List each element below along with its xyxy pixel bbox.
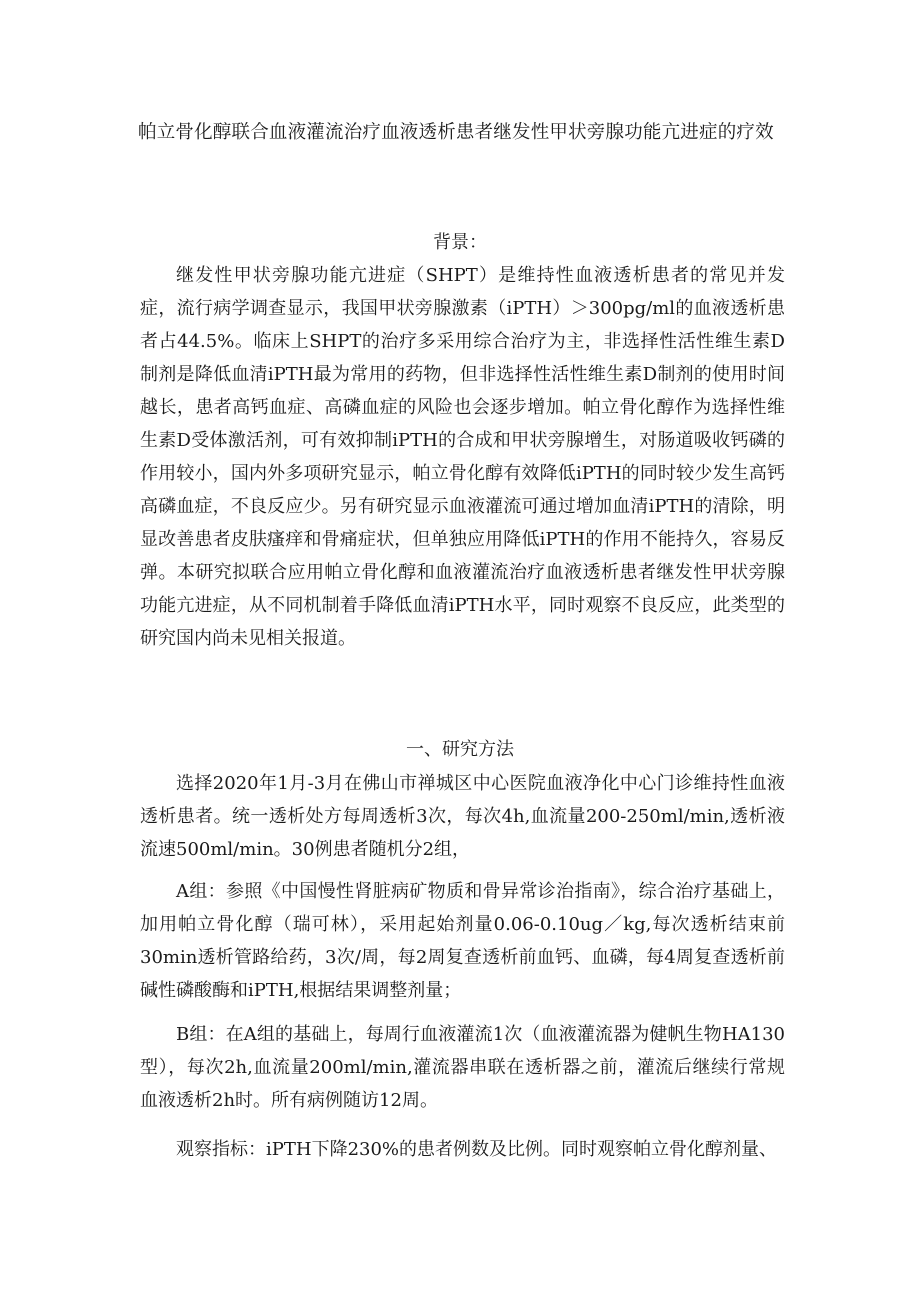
background-heading: 背景： bbox=[433, 232, 487, 253]
document-title: 帕立骨化醇联合血液灌流治疗血液透析患者继发性甲状旁腺功能亢进症的疗效 bbox=[138, 122, 774, 143]
methods-heading: 一、研究方法 bbox=[406, 739, 514, 760]
group-b-paragraph: B组：在A组的基础上，每周行血液灌流1次（血液灌流器为健帆生物HA130型），每次2h,血流量200ml/min,灌流器串联在透析器之前，灌流后继续行常规血液透析2h时。所有病例随访12周。 bbox=[140, 1024, 785, 1111]
observation-paragraph: 观察指标：iPTH下降230%的患者例数及比例。同时观察帕立骨化醇剂量、 bbox=[176, 1139, 778, 1160]
background-paragraph: 继发性甲状旁腺功能亢进症（SHPT）是维持性血液透析患者的常见并发症，流行病学调查显示，我国甲状旁腺激素（iPTH）＞300pg/ml的血液透析患者占44.5%。临床上SHPT的治疗多采用综合治疗为主，非选择性活性维生素D制剂是降低血清iPTH最为常用的药物，但非选择性活性维生素D制剂的使用时间越长，患者高钙血症、高磷血症的风险也会逐步增加。帕立骨化醇作为选择性维生素D受体激活剂，可有效抑制iPTH的合成和甲状旁腺增生，对肠道吸收钙磷的作用较小，国内外多项研究显示，帕立骨化醇有效降低iPTH的同时较少发生高钙高磷血症，不良反应少。另有研究显示血液灌流可通过增加血清iPTH的清除，明显改善患者皮肤瘙痒和骨痛症状，但单独应用降低iPTH的作用不能持久，容易反弹。本研究拟联合应用帕立骨化醇和血液灌流治疗血液透析患者继发性甲状旁腺功能亢进症，从不同机制着手降低血清iPTH水平，同时观察不良反应，此类型的研究国内尚未见相关报道。 bbox=[140, 265, 785, 649]
methods-paragraph: 选择2020年1月-3月在佛山市禅城区中心医院血液净化中心门诊维持性血液透析患者。统一透析处方每周透析3次，每次4h,血流量200-250ml/min,透析液流速500ml/min。30例患者随机分2组， bbox=[140, 773, 785, 860]
group-a-paragraph: A组：参照《中国慢性肾脏病矿物质和骨异常诊治指南》，综合治疗基础上，加用帕立骨化醇（瑞可林），采用起始剂量0.06-0.10ug／kg,每次透析结束前30min透析管路给药，3次/周，每2周复查透析前血钙、血磷，每4周复查透析前碱性磷酸酶和iPTH,根据结果调整剂量； bbox=[140, 881, 785, 1001]
